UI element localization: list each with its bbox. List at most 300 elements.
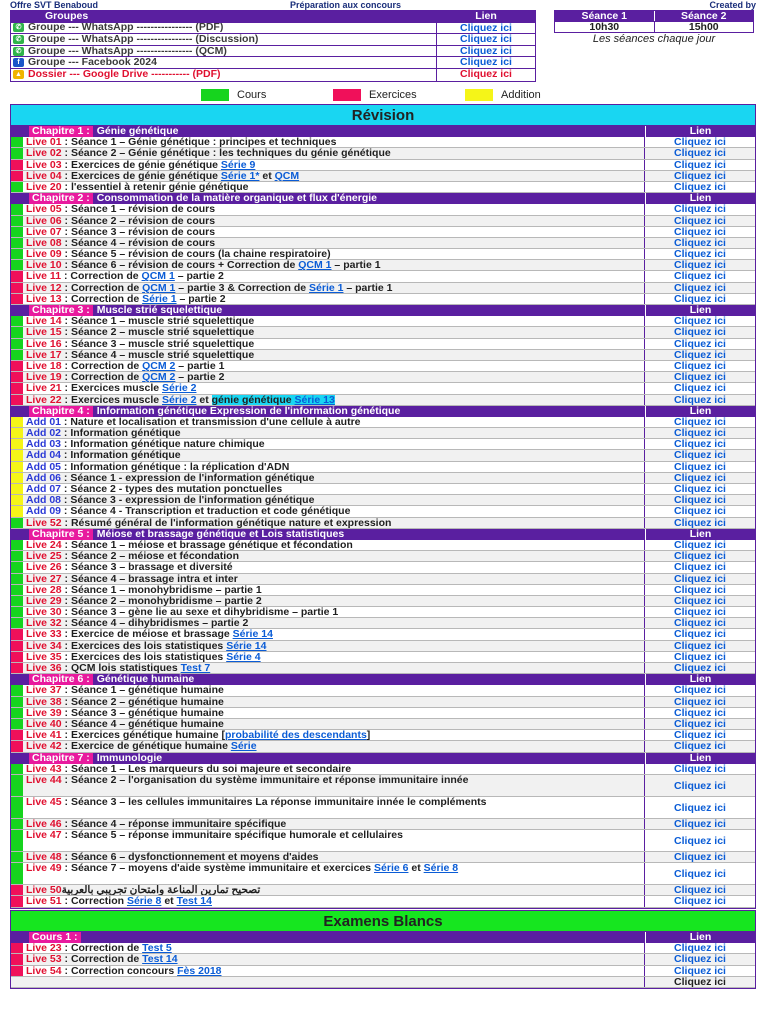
row-title [23,473,645,483]
row-text: : Exercices génétique humaine [ [61,730,225,741]
row-text: تصحيح تمارين المناعة وامتحان تجريبي بالعربية [61,885,261,896]
series-link[interactable]: Série 13 [294,394,335,405]
row-text: : Nature et localisation et transmission d'une cellule à autre [61,416,361,428]
table-row [11,551,755,562]
table-row [11,428,755,439]
row-category-bar [11,540,23,550]
row-id: Live 34 [26,640,62,651]
series-link[interactable]: Série 2 [162,383,197,394]
groups-col-link: Lien [475,10,497,22]
row-category-bar [11,730,23,740]
series-link[interactable]: QCM 2 [142,360,176,372]
examens-header-row [11,932,755,943]
row-title [23,562,645,572]
chapter-tag: Chapitre 1 : [29,126,93,137]
row-title [23,283,645,293]
row-title [23,697,645,707]
row-link[interactable]: Cliquez ici [674,817,726,830]
table-row [11,562,755,573]
group-row [11,34,535,46]
row-id: Live 44 [26,774,62,786]
row-text: : Séance 1 - expression de l'information génétique [61,472,315,483]
row-link[interactable]: Cliquez ici [674,180,726,193]
row-text: : Séance 5 – réponse immunitaire spécifique humorale et cellulaires [61,830,403,842]
row-link[interactable]: Cliquez ici [674,292,726,305]
row-category-bar [11,852,23,862]
row-link[interactable]: Cliquez ici [674,639,726,652]
group-label-cell [11,69,437,81]
row-category-bar [11,506,23,516]
row-link[interactable]: Cliquez ici [674,427,726,440]
row-link[interactable]: Cliquez ici [674,203,726,216]
series-link[interactable]: Fès 2018 [177,965,222,976]
series-link[interactable]: Série 8 [423,863,459,875]
row-link[interactable]: Cliquez ici [674,382,726,395]
row-id: Add 03 [26,439,62,450]
row-text: : Séance 2 – Génie génétique : les techniques du génie génétique [61,148,391,159]
row-link[interactable]: Cliquez ici [674,315,726,328]
row-link[interactable]: Cliquez ici [674,371,726,384]
row-id: Add 06 [26,472,62,483]
row-link[interactable]: Cliquez ici [674,348,726,361]
row-text: : Exercice de méiose et brassage [61,629,233,640]
groups-col-title: Groupes [11,11,437,22]
row-link[interactable]: Cliquez ici [674,706,726,719]
row-text: : Correction de [61,943,143,954]
chapter-title: Consommation de la matière organique et flux d'énergie [96,193,377,205]
row-link[interactable]: Cliquez ici [674,606,726,619]
group-row [11,57,535,69]
row-title [23,395,645,405]
row-link[interactable]: Cliquez ici [674,359,726,372]
seances-note: Les séances chaque jour [592,33,716,45]
row-title [23,137,645,147]
row-title [23,260,645,270]
series-link[interactable]: Série 2 [162,394,197,405]
row-title [23,327,645,337]
row-title [23,540,645,550]
row-id: Live 08 [26,237,62,249]
row-title [23,641,645,651]
series-link[interactable]: Série 14 [232,629,273,640]
row-title [23,171,645,181]
row-category-bar [11,204,23,214]
row-id: Add 01 [26,416,62,428]
row-link[interactable]: Cliquez ici [674,214,726,227]
row-text: : Séance 4 – réponse immunitaire spécifique [61,818,287,830]
table-row [11,327,755,338]
row-text: : Exercices de génie génétique [61,159,221,170]
row-link[interactable]: Cliquez ici [674,868,726,881]
series-link[interactable]: Série 8 [126,896,162,907]
group-link[interactable]: Cliquez ici [460,44,512,57]
row-text: : Exercices muscle [61,383,163,394]
series-link[interactable]: Test 7 [180,663,211,674]
row-category-bar [11,697,23,707]
row-link[interactable]: Cliquez ici [674,964,726,977]
row-category-bar [11,395,23,405]
row-title [23,652,645,662]
row-category-bar [11,428,23,438]
series-link[interactable]: Série 1* [220,170,260,181]
row-title [23,943,645,953]
legend-cours [201,89,266,101]
row-title [23,819,645,829]
row-text: : Séance 1 – révision de cours [61,204,216,215]
series-link[interactable]: Test 5 [142,943,172,954]
row-id: Live 24 [26,539,62,551]
row-category-bar [11,327,23,337]
row-link[interactable]: Cliquez ici [674,851,726,864]
row-link[interactable]: Cliquez ici [674,538,726,551]
row-title [23,204,645,214]
row-id: Live 30 [26,607,62,618]
row-link[interactable]: Cliquez ici [674,650,726,663]
google-drive-icon: ▲ [13,70,24,79]
chapter-title: Génétique humaine [96,674,195,686]
row-text: : Séance 3 – muscle strié squelettique [61,338,255,349]
table-row [11,439,755,450]
row-id: Live 32 [26,618,62,629]
row-link[interactable]: Cliquez ici [674,975,726,988]
chapter-header-row [11,193,755,204]
row-category-bar [11,160,23,170]
row-text-mid: et [259,170,275,181]
row-text: : Séance 1 – Génie génétique : principes et techniques [61,137,337,148]
chapter-title: Génie génétique [96,126,179,137]
chapter-tag: Chapitre 5 : [29,529,93,540]
series-link[interactable]: QCM 1 [298,260,332,271]
row-text: : Exercices de génie génétique [61,170,221,181]
row-text-mid: – partie 2 [176,293,226,304]
row-link[interactable]: Cliquez ici [674,835,726,848]
row-title [23,607,645,617]
row-link[interactable]: Cliquez ici [674,393,726,406]
row-link[interactable]: Cliquez ici [674,594,726,607]
row-id: Live 28 [26,584,62,595]
row-title [23,730,645,740]
row-link[interactable]: Cliquez ici [674,583,726,596]
table-row [11,216,755,227]
row-link[interactable]: Cliquez ici [674,225,726,238]
row-category-bar [11,294,23,304]
row-link[interactable]: Cliquez ici [674,740,726,753]
row-title [23,148,645,158]
row-text: : Séance 7 – moyens d'aide système immunitaire et exercices [61,863,375,875]
row-category-bar [11,819,23,829]
chapter-col-link: Lien [645,406,755,417]
top-header [0,0,768,10]
series-link[interactable]: Test 14 [176,896,212,907]
table-row [11,741,755,752]
row-id: Live 04 [26,170,62,181]
chapter-title-cell [11,529,645,540]
facebook-icon: f [13,58,24,67]
offer-title: Offre SVT Benaboud [10,0,99,10]
row-link[interactable]: Cliquez ici [674,662,726,674]
row-category-bar [11,977,23,987]
series-link[interactable]: QCM [274,170,300,181]
chapter-tag: Chapitre 6 : [29,674,93,685]
series-link[interactable]: QCM 2 [142,372,176,383]
row-category-bar [11,383,23,393]
row-link[interactable]: Cliquez ici [674,270,726,283]
revision-title: Révision [11,105,755,126]
legend-label: Exercices [369,89,417,101]
row-link[interactable]: Cliquez ici [674,684,726,697]
row-id: Live 11 [26,271,62,282]
table-row [11,518,755,529]
row-text: : Correction de [61,954,143,965]
row-link[interactable]: Cliquez ici [674,729,726,742]
row-text: : Séance 1 – génétique humaine [61,685,224,696]
row-text: : Résumé général de l'information génétique nature et expression [61,517,392,528]
row-link[interactable]: Cliquez ici [674,942,726,955]
row-text: : Séance 2 – muscle strié squelettique [61,327,255,338]
table-row [11,383,755,394]
series-link[interactable]: Série 6 [374,863,409,875]
series-link[interactable]: Série 1 [309,282,344,293]
series-link[interactable]: Série [230,741,257,752]
row-link[interactable]: Cliquez ici [674,248,726,261]
seance-1-time: 10h30 [555,22,655,32]
row-id: Live 40 [26,718,62,730]
chapter-title: Information génétique Expression de l'information génétique [96,405,401,417]
row-title [23,896,645,906]
row-text: : Séance 6 – révision de cours + Correction de [61,260,299,271]
table-row [11,506,755,517]
row-id: Live 27 [26,573,62,584]
row-id: Live 17 [26,349,62,360]
row-title [23,797,645,818]
row-text: : Séance 1 – monohybridisme – partie 1 [61,584,262,595]
row-category-bar [11,260,23,270]
row-text: : Information génétique nature chimique [61,439,265,450]
row-title [23,574,645,584]
table-row [11,775,755,797]
row-link[interactable]: Cliquez ici [674,516,726,529]
whatsapp-icon: ✆ [13,35,24,44]
row-category-bar [11,896,23,906]
legend-swatch-yellow [465,89,493,101]
row-link[interactable]: Cliquez ici [674,801,726,814]
row-text: : Correction [61,896,127,907]
row-title [23,954,645,964]
chapter-col-link: Lien [645,193,755,204]
series-link[interactable]: Série 9 [220,159,256,170]
row-link[interactable]: Cliquez ici [674,471,726,484]
group-link[interactable]: Cliquez ici [460,33,512,46]
chapter-col-link: Lien [645,305,755,316]
row-title [23,775,645,796]
row-text: : Séance 4 – dihybridismes – partie 2 [61,618,249,629]
series-link[interactable]: probabilité des descendants [225,730,367,741]
row-link[interactable]: Cliquez ici [674,617,726,630]
row-link[interactable]: Cliquez ici [674,236,726,249]
created-by-link[interactable]: Created by [709,0,756,10]
row-title [23,271,645,281]
row-category-bar [11,641,23,651]
row-category-bar [11,618,23,628]
table-row [11,943,755,954]
row-title [23,417,645,427]
row-title [23,216,645,226]
row-link[interactable]: Cliquez ici [674,438,726,451]
row-category-bar [11,954,23,964]
row-id: Live 02 [26,148,62,159]
row-text: : QCM lois statistiques [61,663,181,674]
row-id: Live 23 [26,943,62,954]
row-id: Live 20 [26,181,62,193]
table-row [11,204,755,215]
row-title [23,551,645,561]
row-link[interactable]: Cliquez ici [674,717,726,730]
group-label: Groupe --- WhatsApp ---------------- (PDF) [28,22,224,34]
row-category-bar [11,719,23,729]
series-link[interactable]: Série 4 [226,651,261,662]
row-text-mid: et [161,896,177,907]
row-link[interactable]: Cliquez ici [674,953,726,966]
table-row [11,316,755,327]
row-text: : Séance 2 – monohybridisme – partie 2 [61,595,262,607]
row-category-bar [11,885,23,895]
chapter-title: Immunologie [96,752,163,764]
row-title [23,383,645,393]
row-id: Live 29 [26,595,62,607]
row-link[interactable]: Cliquez ici [674,259,726,272]
row-link[interactable]: Cliquez ici [674,337,726,350]
row-id: Live 05 [26,204,62,215]
table-row [11,719,755,730]
chapter-title-cell [11,126,645,137]
row-category-bar [11,966,23,976]
groups-header-row [11,11,535,23]
row-title [23,719,645,729]
table-row [11,450,755,461]
seance-2-header: Séance 2 [680,10,727,22]
row-id: Add 07 [26,484,62,495]
row-link[interactable]: Cliquez ici [674,884,726,897]
row-text: : Séance 2 – génétique humaine [61,696,224,707]
row-title [23,249,645,259]
table-row [11,350,755,361]
row-text: : Correction de [61,360,143,372]
row-link[interactable]: Cliquez ici [674,449,726,462]
row-title [23,294,645,304]
row-link[interactable]: Cliquez ici [674,415,726,428]
series-link[interactable]: Test 14 [142,954,178,965]
chapter-header-row [11,305,755,316]
legend-label: Cours [237,89,267,101]
row-title [23,428,645,438]
series-link[interactable]: QCM 1 [141,271,175,282]
row-category-bar [11,652,23,662]
row-link[interactable]: Cliquez ici [674,281,726,294]
row-link[interactable]: Cliquez ici [674,762,726,775]
row-category-bar [11,271,23,281]
row-text: : Séance 2 – révision de cours [61,215,216,226]
chapter-tag: Chapitre 7 : [29,753,93,764]
row-text-mid: – partie 2 [175,372,225,383]
row-link[interactable]: Cliquez ici [674,561,726,574]
row-id: Live 51 [26,896,62,907]
table-row [11,395,755,406]
row-text: : Séance 4 – muscle strié squelettique [61,349,255,360]
row-title [23,966,645,976]
row-category-bar [11,764,23,774]
row-title [23,629,645,639]
row-text: : Séance 3 – génétique humaine [61,707,224,718]
row-title [23,585,645,595]
table-row [11,372,755,383]
series-link[interactable]: Série 1 [142,293,177,304]
table-row [11,697,755,708]
row-text: : Information génétique [61,428,181,439]
row-title [23,518,645,528]
table-row [11,663,755,674]
row-id: Live 01 [26,137,62,148]
table-row [11,797,755,819]
row-link[interactable]: Cliquez ici [674,147,726,160]
table-row [11,495,755,506]
table-row [11,685,755,696]
row-id: Live 18 [26,360,62,372]
seance-1-header: Séance 1 [555,11,655,21]
chapter-header-row [11,126,755,137]
series-link[interactable]: Série 14 [226,640,267,651]
row-link[interactable]: Cliquez ici [674,494,726,507]
row-link[interactable]: Cliquez ici [674,483,726,495]
group-link[interactable]: Cliquez ici [460,56,512,69]
row-link[interactable]: Cliquez ici [674,895,726,908]
row-text: : Séance 1 – Les marqueurs du soi majeure et secondaire [61,763,352,774]
row-link[interactable]: Cliquez ici [674,505,726,518]
row-id: Live 37 [26,685,62,696]
row-title [23,439,645,449]
row-link[interactable]: Cliquez ici [674,550,726,563]
row-link[interactable]: Cliquez ici [674,572,726,585]
row-text: : Séance 4 – révision de cours [61,237,216,249]
series-link[interactable]: QCM 1 [142,282,176,293]
group-link[interactable]: Cliquez ici [460,21,512,34]
row-link[interactable]: Cliquez ici [674,158,726,171]
chapter-col-link: Lien [645,529,755,540]
row-link[interactable]: Cliquez ici [674,326,726,339]
row-text: : Correction de [61,282,143,293]
row-link[interactable]: Cliquez ici [674,460,726,473]
row-link[interactable]: Cliquez ici [674,169,726,182]
row-id: Live 19 [26,372,62,383]
row-link[interactable]: Cliquez ici [674,628,726,641]
row-id: Live 07 [26,226,62,237]
row-id: Add 02 [26,428,62,439]
legend [0,89,768,101]
table-row [11,361,755,372]
row-id: Live 45 [26,796,62,808]
legend-addition [465,89,541,101]
row-link[interactable]: Cliquez ici [674,779,726,792]
row-category-bar [11,830,23,851]
chapter-header-row [11,674,755,685]
row-link[interactable]: Cliquez ici [674,136,726,149]
row-id: Live 22 [26,394,62,405]
row-text: : Séance 2 - types des mutation ponctuelles [61,484,283,495]
chapter-title-cell [11,305,645,316]
table-row [11,227,755,238]
row-id: Live 46 [26,818,62,830]
group-link[interactable]: Cliquez ici [460,67,512,80]
row-link[interactable]: Cliquez ici [674,695,726,708]
